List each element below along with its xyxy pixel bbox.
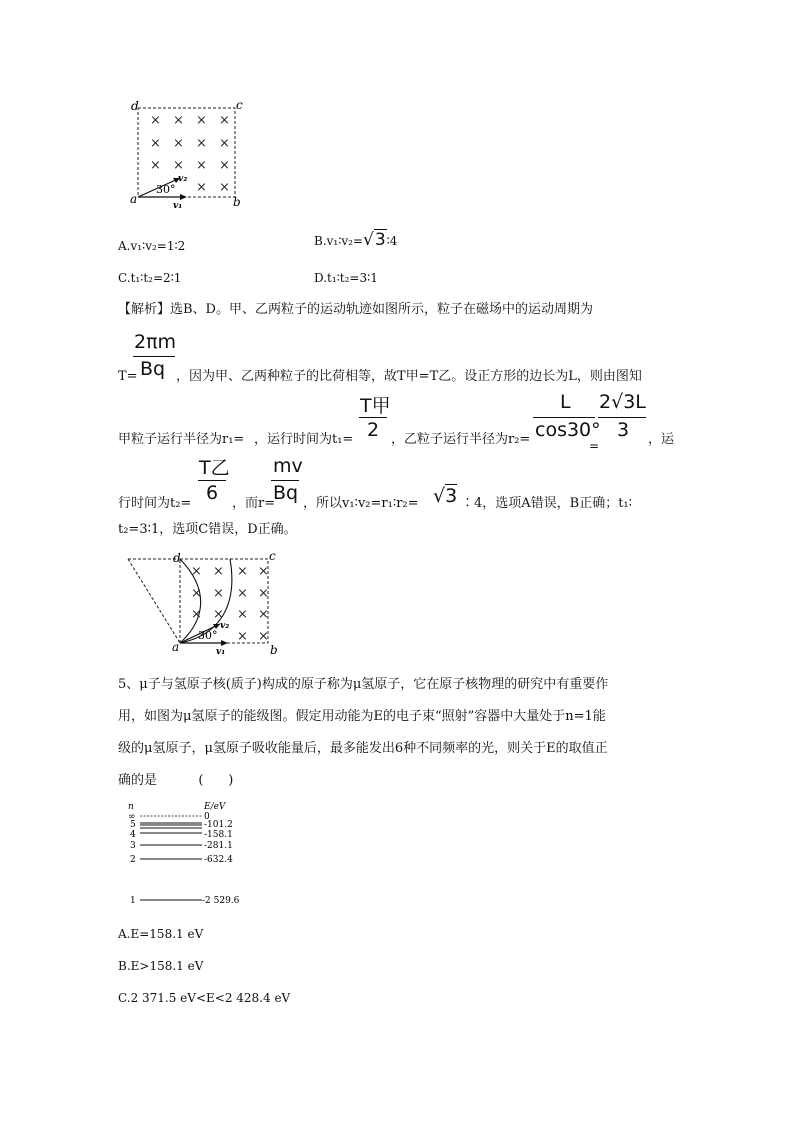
t2-fraction-bar xyxy=(198,480,226,481)
svg-text:×: × xyxy=(258,564,269,579)
svg-text:×: × xyxy=(213,607,224,622)
v2-label: v₂ xyxy=(178,174,188,184)
svg-text:×: × xyxy=(213,564,224,579)
energy-levels xyxy=(128,812,240,906)
corner-d-label: d xyxy=(131,99,139,113)
svg-text:×: × xyxy=(150,158,161,173)
svg-text:×: × xyxy=(258,607,269,622)
level-e-2: -632.4 xyxy=(204,855,233,865)
q5-line-4: 确的是 ( ) xyxy=(118,773,234,788)
angle-label-2: 30° xyxy=(198,629,218,642)
r2b-fraction-bar xyxy=(598,417,646,418)
svg-text:×: × xyxy=(237,564,248,579)
sqrt-symbol: √ xyxy=(363,230,374,250)
level-n-1: 1 xyxy=(130,896,136,906)
q5-line-1: 5、μ子与氢原子核(质子)构成的原子称为μ氢原子，它在原子核物理的研究中有重要作 xyxy=(118,677,609,692)
analysis-line-3d: = xyxy=(589,439,600,453)
analysis-line-4d: ∶4，选项A错误，B正确；t₁∶ xyxy=(461,496,633,511)
r2b-denominator: 3 xyxy=(617,419,630,441)
v1-label: v₁ xyxy=(173,201,183,211)
svg-text:×: × xyxy=(196,158,207,173)
n-axis-label: n xyxy=(128,802,134,812)
analysis-line-3e: ，运 xyxy=(648,432,675,447)
svg-text:×: × xyxy=(219,158,230,173)
level-n-3: 3 xyxy=(130,841,136,851)
r2b-numerator: 2√3L xyxy=(599,391,646,413)
corner-b-label: b xyxy=(233,195,241,209)
square-field-figure-1 xyxy=(125,98,255,213)
dashed-extension-diag xyxy=(128,559,180,643)
angle-label: 30° xyxy=(156,183,176,196)
level-n-4: 4 xyxy=(130,830,136,840)
level-e-4: -158.1 xyxy=(204,830,233,840)
level-e-1: -2 529.6 xyxy=(202,896,240,906)
analysis-line-4c: ，所以v₁∶v₂=r₁∶r₂= xyxy=(303,496,419,511)
analysis-line-3c: ，乙粒子运行半径为r₂= xyxy=(391,432,531,447)
v1-label-2: v₁ xyxy=(216,647,226,655)
period-fraction-bar xyxy=(133,356,175,357)
period-denominator: Bq xyxy=(140,358,166,380)
option-a: A.v₁∶v₂=1∶2 xyxy=(118,239,186,253)
q5-line-2: 用，如图为μ氢原子的能级图。假定用动能为E的电子束“照射”容器中大量处于n=1能 xyxy=(118,709,606,724)
level-e-3: -281.1 xyxy=(204,841,233,851)
analysis-line-4-root: √3 xyxy=(433,485,458,507)
svg-text:×: × xyxy=(150,113,161,128)
svg-text:×: × xyxy=(191,564,202,579)
t2-numerator: T乙 xyxy=(199,457,230,479)
svg-text:×: × xyxy=(173,158,184,173)
r2-numerator: L xyxy=(560,391,571,413)
level-n-2: 2 xyxy=(130,855,136,865)
svg-text:×: × xyxy=(213,586,224,601)
svg-text:×: × xyxy=(258,586,269,601)
svg-text:×: × xyxy=(173,113,184,128)
analysis-line-3b: ，运行时间为t₁= xyxy=(254,432,354,447)
level-e-5: -101.2 xyxy=(204,820,233,830)
svg-text:×: × xyxy=(258,629,269,644)
corner-c-label-2: c xyxy=(269,550,276,563)
corner-a-label: a xyxy=(130,192,138,206)
energy-level-diagram xyxy=(122,800,262,910)
level-n-inf: ∞ xyxy=(128,812,136,822)
svg-text:×: × xyxy=(191,586,202,601)
t1-fraction-bar xyxy=(359,417,387,418)
option-c: C.t₁∶t₂=2∶1 xyxy=(118,271,182,285)
svg-text:×: × xyxy=(191,607,202,622)
corner-b-label-2: b xyxy=(270,643,278,655)
r2-fraction-bar xyxy=(533,417,595,418)
level-n-5: 5 xyxy=(130,820,136,830)
analysis-line-3a: 甲粒子运行半径为r₁= xyxy=(118,432,245,447)
r-denominator: Bq xyxy=(273,482,299,504)
period-numerator: 2πm xyxy=(134,331,177,353)
corner-d-label-2: d xyxy=(173,551,181,565)
svg-text:×: × xyxy=(219,113,230,128)
t2-denominator: 6 xyxy=(206,482,219,504)
corner-c-label: c xyxy=(236,98,243,112)
svg-text:×: × xyxy=(237,607,248,622)
corner-a-label-2: a xyxy=(172,640,180,654)
svg-text:×: × xyxy=(196,180,207,195)
q5-option-b: B.E>158.1 eV xyxy=(118,959,204,973)
option-b: B.v₁∶v₂=√3∶4 xyxy=(314,230,398,250)
level-e-inf: 0 xyxy=(204,812,210,822)
r2-denominator: cos30° xyxy=(535,419,601,441)
t1-numerator: T甲 xyxy=(360,395,391,417)
analysis-line-2: ，因为甲、乙两种粒子的比荷相等，故T甲=T乙。设正方形的边长为L，则由图知 xyxy=(176,369,642,384)
t1-denominator: 2 xyxy=(367,419,380,441)
svg-text:×: × xyxy=(150,136,161,151)
trajectory-figure-2 xyxy=(120,550,290,655)
svg-text:×: × xyxy=(173,136,184,151)
svg-text:×: × xyxy=(196,136,207,151)
energy-axis-label: E/eV xyxy=(204,802,226,812)
v2-label-2: v₂ xyxy=(220,621,230,631)
svg-text:×: × xyxy=(237,629,248,644)
svg-text:×: × xyxy=(219,136,230,151)
q5-line-3: 级的μ氢原子，μ氢原子吸收能量后，最多能发出6种不同频率的光，则关于E的取值正 xyxy=(118,741,608,756)
analysis-line-5: t₂=3∶1，选项C错误，D正确。 xyxy=(118,522,297,537)
r-numerator: mv xyxy=(273,455,303,477)
svg-text:×: × xyxy=(196,113,207,128)
analysis-line-4b: ，而r= xyxy=(232,496,276,511)
analysis-line-4a: 行时间为t₂= xyxy=(118,496,192,511)
svg-text:×: × xyxy=(237,586,248,601)
r-fraction-bar xyxy=(271,480,299,481)
q5-option-a: A.E=158.1 eV xyxy=(118,927,204,941)
q5-option-c: C.2 371.5 eV<E<2 428.4 eV xyxy=(118,991,291,1005)
option-d: D.t₁∶t₂=3∶1 xyxy=(314,271,378,285)
analysis-line-1: 【解析】选B、D。甲、乙两粒子的运动轨迹如图所示，粒子在磁场中的运动周期为 xyxy=(118,302,593,317)
analysis-line-2-prefix: T= xyxy=(118,369,138,384)
svg-text:×: × xyxy=(219,180,230,195)
